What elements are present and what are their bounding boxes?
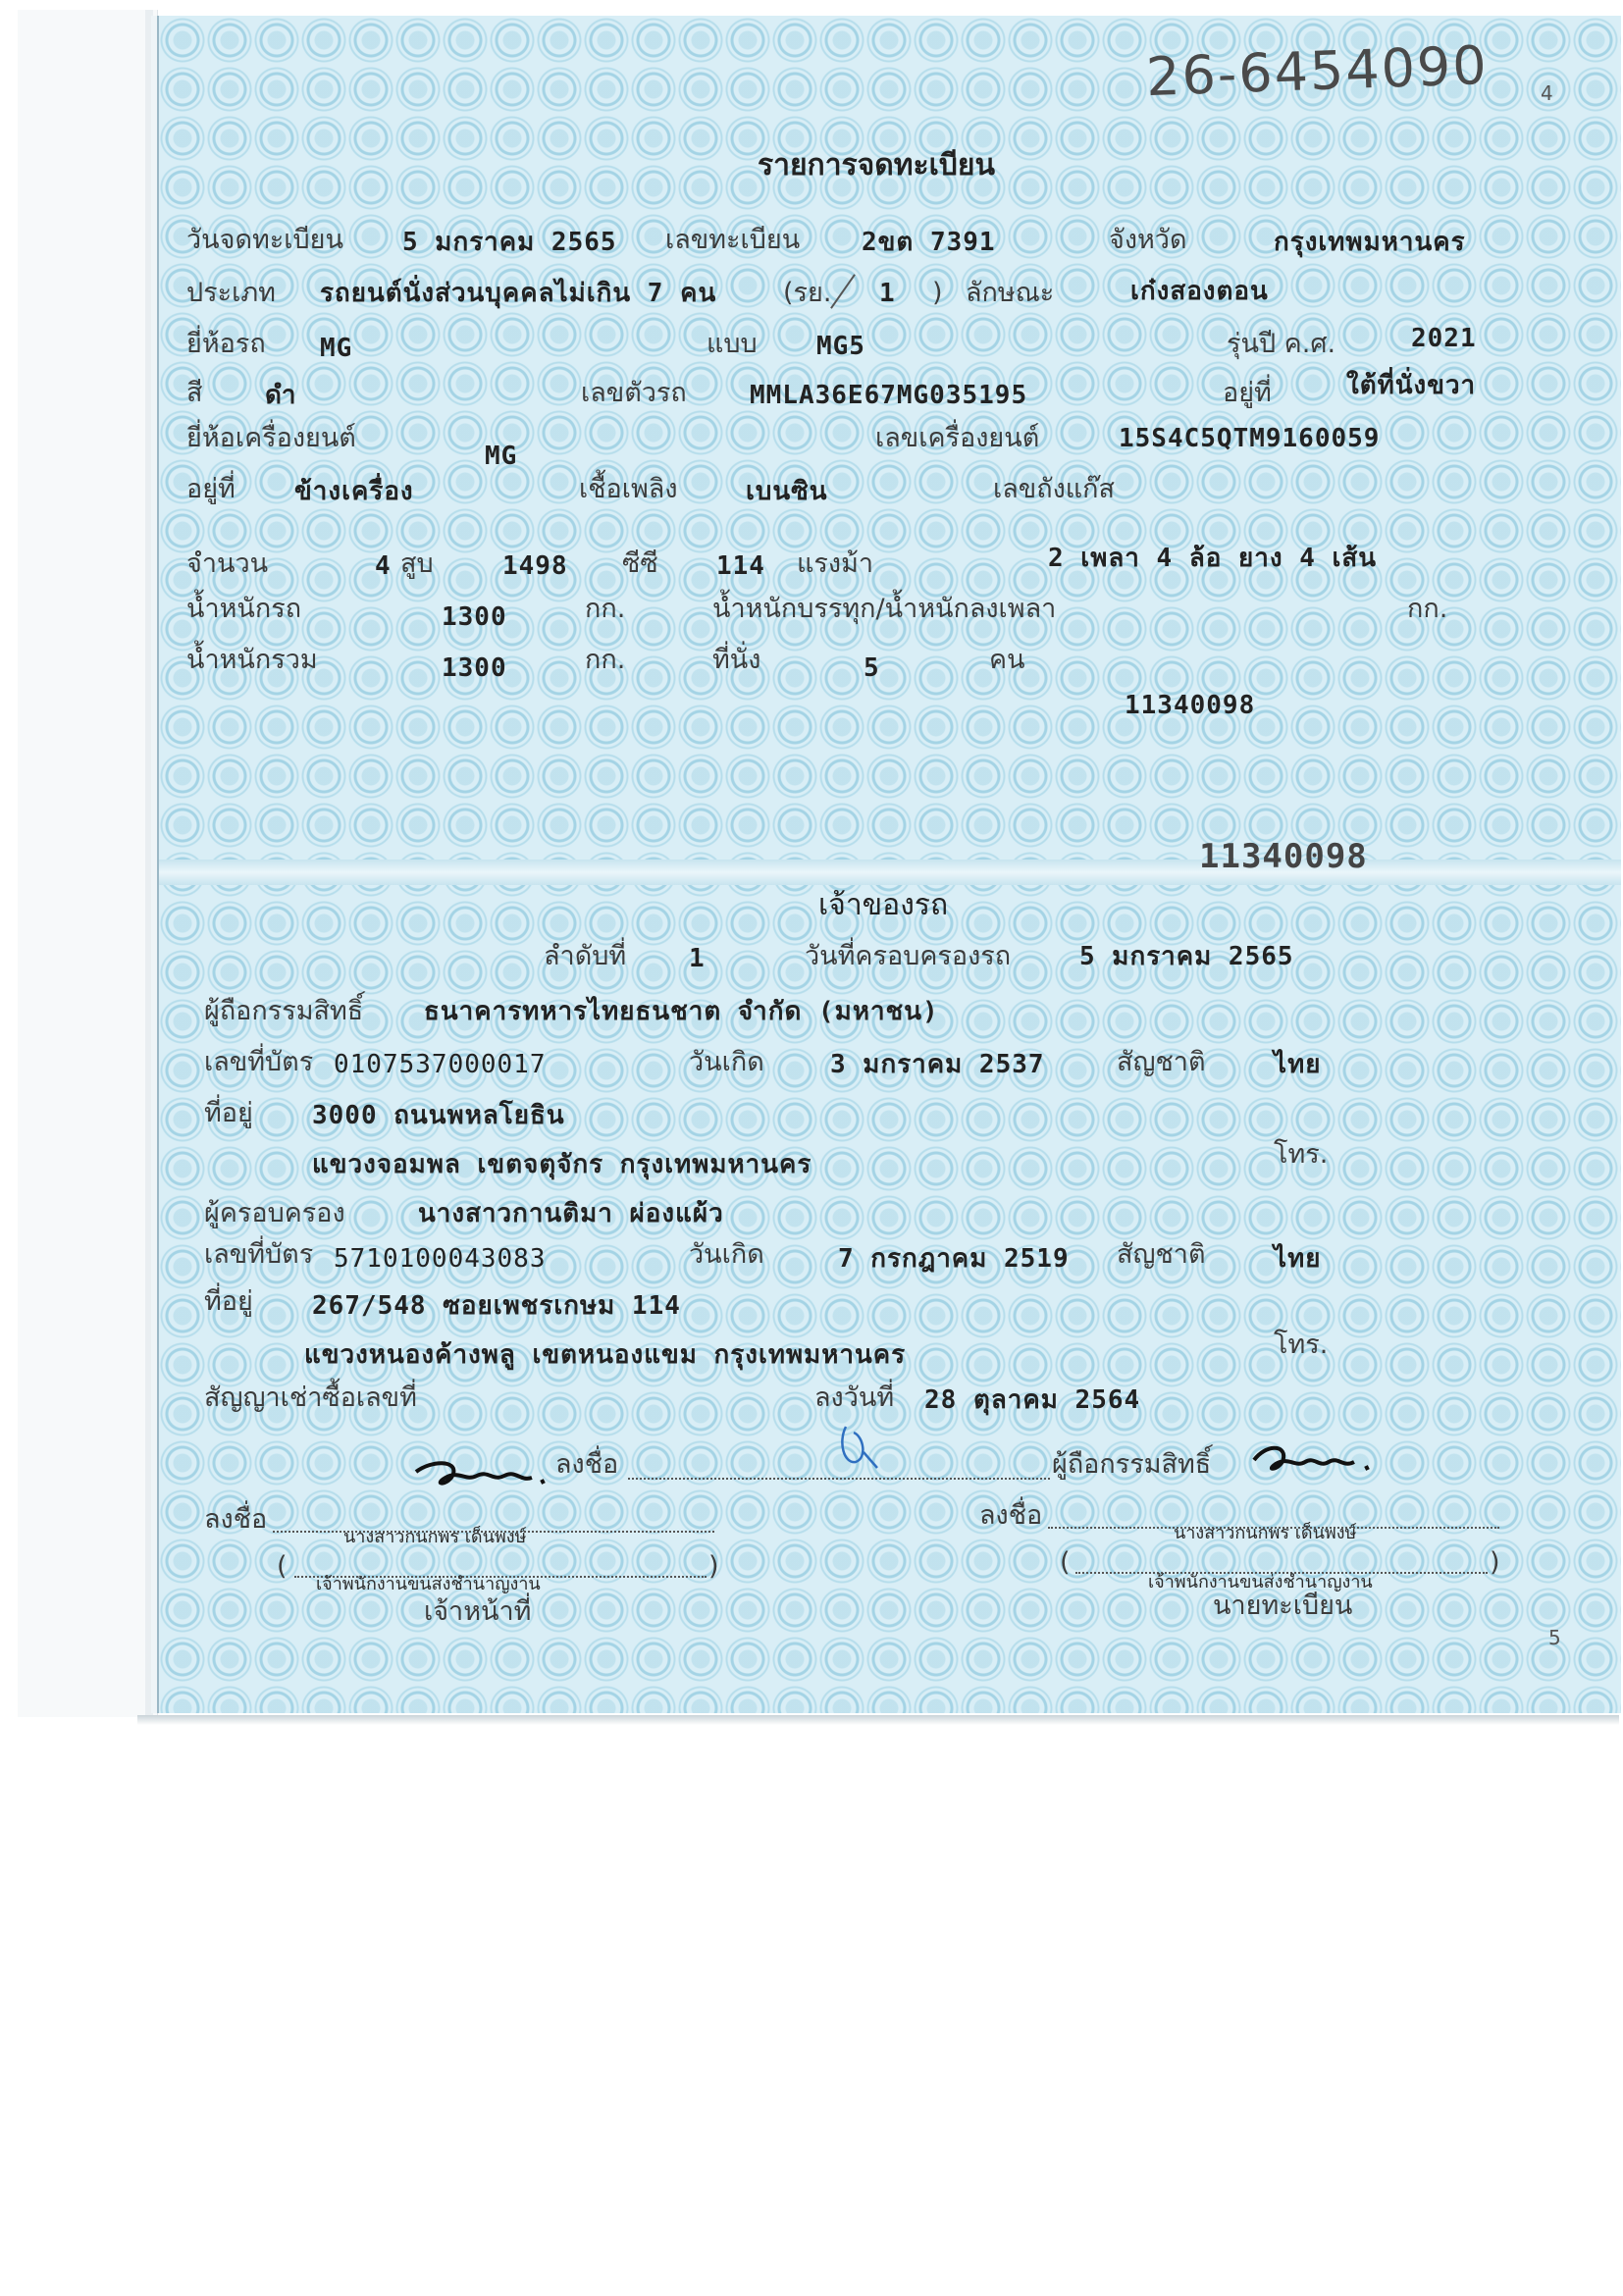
plate-label: เลขทะเบียน — [665, 225, 801, 255]
plate-value: 2ขต 7391 — [862, 228, 996, 257]
holder-addr1: 3000 ถนนพหลโยธิน — [312, 1101, 565, 1130]
holder-dob-label: วันเกิด — [689, 1047, 764, 1077]
page-number-top: 4 — [1541, 81, 1553, 105]
weight-label: น้ำหนักรถ — [186, 594, 302, 624]
possessor-nat-label: สัญชาติ — [1117, 1239, 1206, 1270]
reg-date-label: วันจดทะเบียน — [186, 225, 343, 255]
engine-no-value: 15S4C5QTM9160059 — [1119, 424, 1381, 453]
holder-id-label: เลขที่บัตร — [204, 1047, 314, 1077]
weight-unit: กก. — [585, 594, 626, 624]
possessor-dob-value: 7 กรกฎาคม 2519 — [838, 1244, 1070, 1274]
load-unit: กก. — [1407, 594, 1448, 624]
holder-tel-label: โทร. — [1274, 1139, 1329, 1170]
rs-value: 1 — [879, 279, 896, 308]
province-label: จังหวัด — [1109, 225, 1187, 255]
color-label: สี — [186, 378, 203, 408]
load-label: น้ำหนักบรรทุก/น้ำหนักลงเพลา — [712, 594, 1057, 624]
contract-label: สัญญาเช่าซื้อเลขที่ — [204, 1383, 417, 1413]
style-value: เก๋งสองตอน — [1130, 277, 1269, 306]
registrar-paren-close: ) — [1490, 1547, 1500, 1578]
type-value: รถยนต์นั่งส่วนบุคคลไม่เกิน 7 คน — [320, 279, 717, 308]
seats-unit: คน — [989, 645, 1025, 675]
possessor-id-label: เลขที่บัตร — [204, 1239, 314, 1270]
possessor-addr1: 267/548 ซอยเพชรเกษม 114 — [312, 1291, 681, 1321]
possessor-dob-label: วันเกิด — [689, 1239, 764, 1270]
officer-paren-close: ) — [708, 1551, 719, 1582]
model-label: แบบ — [707, 329, 758, 359]
engine-brand-value: MG — [485, 442, 518, 471]
engine-no-label: เลขเครื่องยนต์ — [875, 423, 1040, 453]
rs-close: ) — [932, 278, 943, 308]
chassis-loc-value: ใต้ที่นั่งขวา — [1346, 371, 1477, 400]
axle-value: 2 เพลา 4 ล้อ ยาง 4 เส้น — [1048, 544, 1378, 573]
type-label: ประเภท — [186, 278, 276, 308]
page-number-bottom: 5 — [1548, 1626, 1561, 1649]
year-value: 2021 — [1411, 324, 1477, 353]
holder-nat-value: ไทย — [1274, 1050, 1322, 1079]
model-value: MG5 — [816, 332, 865, 361]
holder-value: ธนาคารทหารไทยธนชาต จำกัด (มหาชน) — [424, 997, 939, 1026]
chassis-loc-label: อยู่ที่ — [1223, 378, 1272, 408]
fuel-value: เบนซิน — [746, 477, 828, 506]
sign-date-value: 28 ตุลาคม 2564 — [924, 1385, 1141, 1415]
gross-weight-unit: กก. — [585, 645, 626, 675]
officer-position: เจ้าพนักงานขนส่งชำนาญงาน — [316, 1574, 541, 1594]
holder-label: ผู้ถือกรรมสิทธิ์ — [204, 996, 364, 1026]
registrar-position: เจ้าพนักงานขนส่งชำนาญงาน — [1148, 1572, 1373, 1592]
style-label: ลักษณะ — [966, 278, 1055, 308]
engine-loc-label: อยู่ที่ — [186, 474, 236, 504]
chassis-value: MMLA36E67MG035195 — [750, 381, 1028, 410]
possess-date-label: วันที่ครอบครองรถ — [805, 941, 1012, 971]
scan-left-margin — [18, 10, 158, 1717]
reg-date-value: 5 มกราคม 2565 — [402, 228, 617, 257]
officer-signature — [412, 1456, 559, 1495]
seq-value: 1 — [689, 944, 706, 973]
brand-label: ยี่ห้อรถ — [186, 329, 266, 359]
sign-label-officer: ลงชื่อ — [204, 1504, 268, 1535]
hp-unit: แรงม้า — [797, 548, 874, 579]
weight-value: 1300 — [442, 602, 507, 632]
gross-weight-label: น้ำหนักรวม — [186, 645, 318, 675]
officer-role: เจ้าหน้าที่ — [424, 1596, 532, 1627]
seats-value: 5 — [864, 653, 880, 683]
color-value: ดำ — [265, 381, 297, 410]
hp-value: 114 — [716, 551, 765, 581]
rs-label: (รย. — [783, 278, 832, 308]
possess-date-value: 5 มกราคม 2565 — [1079, 942, 1294, 971]
sheet-bottom-edge — [137, 1715, 1619, 1725]
officer-paren-open: ( — [277, 1551, 288, 1582]
year-label: รุ่นปี ค.ศ. — [1227, 329, 1336, 359]
registrar-paren-open: ( — [1060, 1547, 1071, 1578]
holder-signature — [1246, 1442, 1384, 1482]
cylinders-label: จำนวน — [186, 548, 269, 579]
fuel-label: เชื้อเพลิง — [579, 474, 678, 504]
cylinders-unit: สูบ — [400, 548, 434, 579]
chassis-label: เลขตัวรถ — [581, 378, 687, 408]
registrar-name: นางสาวกนกพร เด็นพงษ์ — [1174, 1523, 1357, 1543]
possessor-nat-value: ไทย — [1274, 1244, 1322, 1274]
holder-nat-label: สัญชาติ — [1117, 1047, 1206, 1077]
holder-addr-label: ที่อยู่ — [204, 1098, 253, 1128]
possessor-label: ผู้ครอบครอง — [204, 1198, 345, 1228]
possessor-tel-label: โทร. — [1274, 1330, 1329, 1360]
cc-unit: ซีซี — [622, 548, 658, 579]
province-value: กรุงเทพมหานคร — [1274, 228, 1466, 257]
reference-number: 11340098 — [1125, 691, 1256, 720]
sign-line-1 — [628, 1478, 1050, 1480]
brand-value: MG — [320, 334, 353, 363]
page-fold — [159, 860, 1621, 885]
holder-addr2: แขวงจอมพล เขตจตุจักร กรุงเทพมหานคร — [312, 1150, 812, 1179]
sign-label-registrar: ลงชื่อ — [979, 1500, 1043, 1531]
possessor-id-value: 5710100043083 — [334, 1244, 547, 1274]
holder-dob-value: 3 มกราคม 2537 — [830, 1050, 1045, 1079]
sign-label-1: ลงชื่อ — [555, 1449, 619, 1480]
gross-weight-value: 1300 — [442, 653, 507, 683]
officer-name: นางสาวกนกพร เด็นพงษ์ — [343, 1527, 527, 1547]
holder-sign-label: ผู้ถือกรรมสิทธิ์ — [1052, 1449, 1212, 1480]
possessor-signature — [834, 1413, 903, 1472]
engine-loc-value: ข้างเครื่อง — [294, 477, 414, 506]
owner-title: เจ้าของรถ — [818, 888, 949, 922]
engine-brand-label: ยี่ห้อเครื่องยนต์ — [186, 423, 356, 453]
seq-label: ลำดับที่ — [544, 941, 627, 971]
cc-value: 1498 — [502, 551, 568, 581]
handwritten-number: 26-6454090 — [1144, 33, 1490, 109]
sign-date-label: ลงวันที่ — [814, 1383, 895, 1413]
reference-number-fold: 11340098 — [1199, 837, 1368, 876]
holder-id-value: 0107537000017 — [334, 1050, 547, 1079]
possessor-value: นางสาวกานติมา ผ่องแผ้ว — [418, 1199, 724, 1228]
registration-title: รายการจดทะเบียน — [758, 148, 995, 183]
possessor-addr2: แขวงหนองค้างพลู เขตหนองแขม กรุงเทพมหานคร — [304, 1340, 907, 1370]
gas-tank-label: เลขถังแก๊ส — [993, 474, 1115, 504]
registrar-role: นายทะเบียน — [1213, 1591, 1353, 1621]
seats-label: ที่นั่ง — [712, 645, 761, 675]
possessor-addr-label: ที่อยู่ — [204, 1286, 253, 1317]
cylinders-value: 4 — [375, 551, 392, 581]
